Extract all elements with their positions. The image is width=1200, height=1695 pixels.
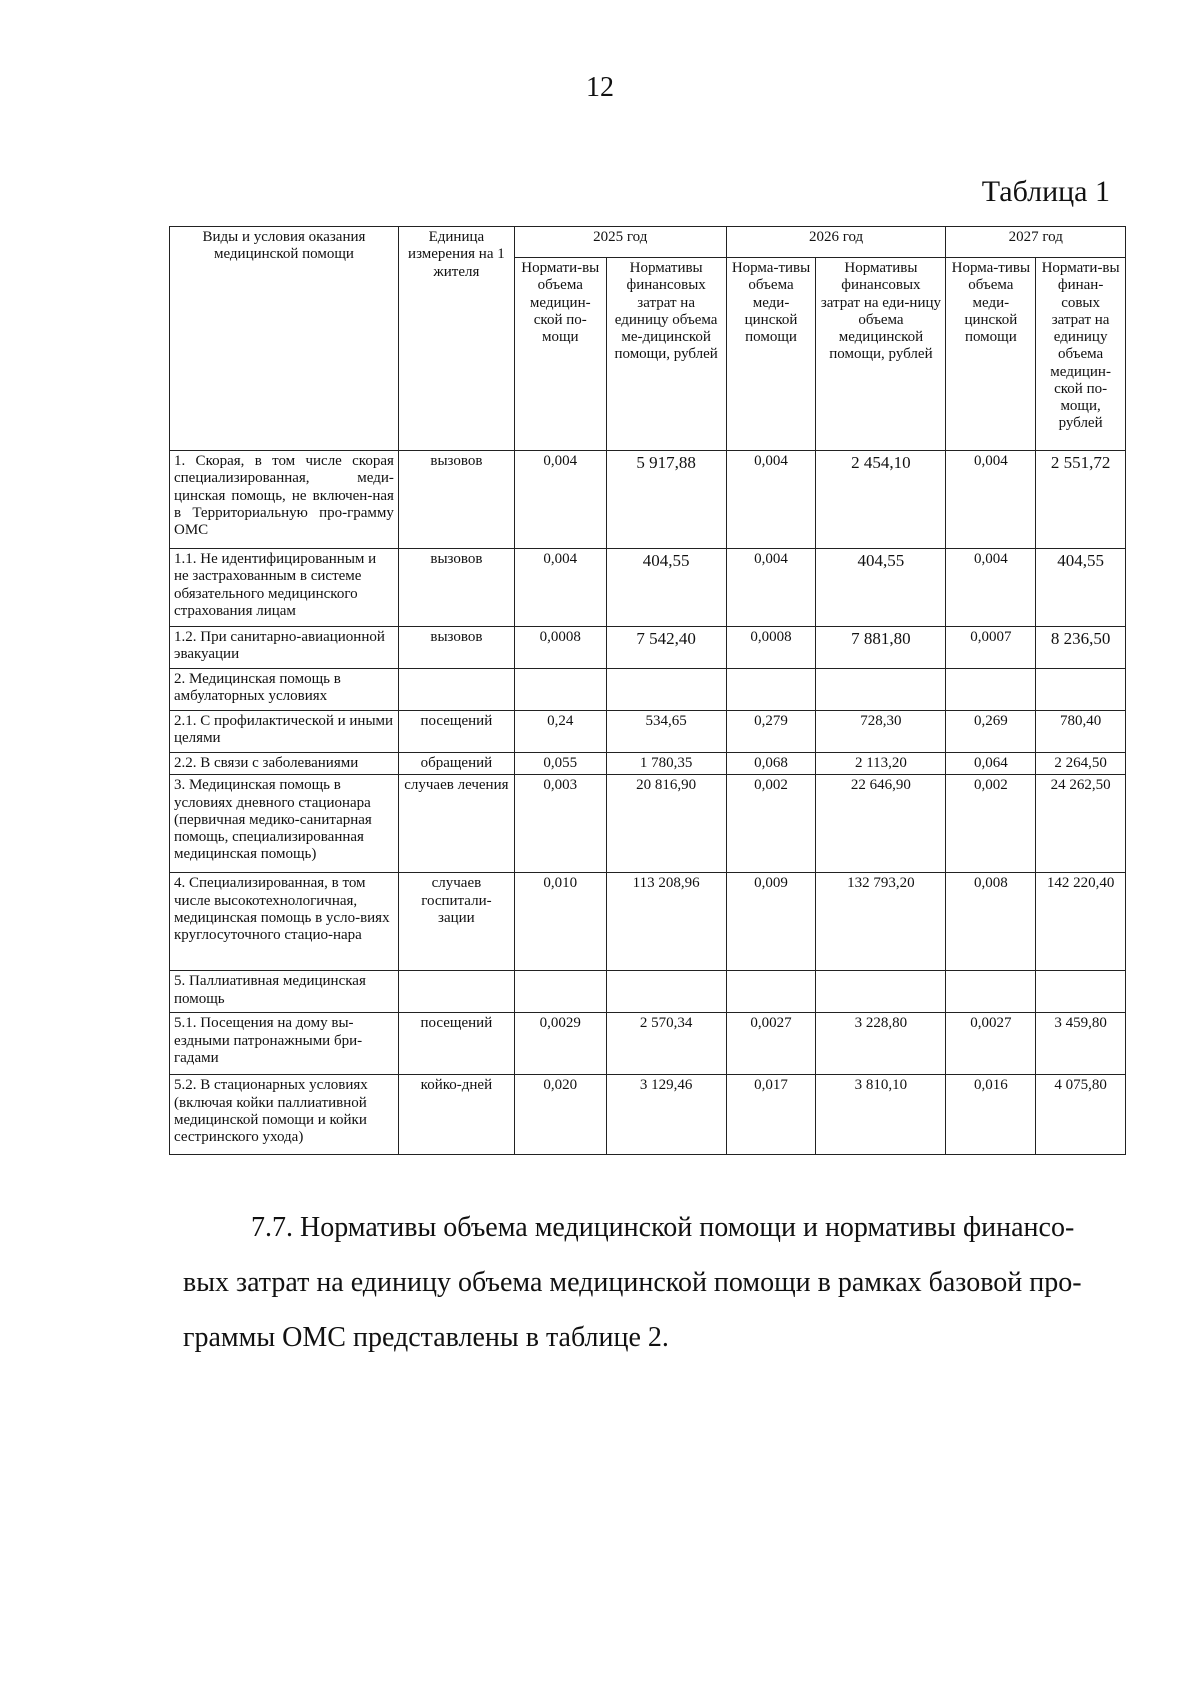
row-finance-2026: 22 646,90	[816, 775, 946, 873]
row-finance-2026: 3 228,80	[816, 1013, 946, 1075]
table-row	[170, 775, 1126, 873]
table-caption: Таблица 1	[981, 175, 1110, 208]
row-volume-2027: 0,0027	[946, 1013, 1036, 1075]
row-finance-2025: 113 208,96	[606, 873, 726, 971]
row-finance-2027: 3 459,80	[1036, 1013, 1126, 1075]
row-finance-2027: 142 220,40	[1036, 873, 1126, 971]
row-unit	[398, 669, 514, 711]
row-name: 2.2. В связи с заболеваниями	[170, 753, 399, 775]
row-volume-2025: 0,020	[514, 1075, 606, 1155]
row-volume-2027: 0,004	[946, 549, 1036, 627]
table-row	[170, 451, 1126, 549]
row-unit: случаев лечения	[398, 775, 514, 873]
row-finance-2027: 780,40	[1036, 711, 1126, 753]
row-finance-2026: 7 881,80	[816, 627, 946, 669]
row-name: 1.1. Не идентифицированным и не застрахованным в системе обязательного медицинского страхования лицам	[170, 549, 399, 627]
row-finance-2027: 404,55	[1036, 549, 1126, 627]
header-unit: Единица измерения на 1 жителя	[398, 227, 514, 451]
row-finance-2027: 24 262,50	[1036, 775, 1126, 873]
row-finance-2025: 7 542,40	[606, 627, 726, 669]
row-finance-2027	[1036, 971, 1126, 1013]
row-unit: обращений	[398, 753, 514, 775]
row-finance-2027: 4 075,80	[1036, 1075, 1126, 1155]
header-finance-2026: Нормативы финансовых затрат на еди-ницу объема медицинской помощи, рублей	[816, 258, 946, 451]
row-volume-2027: 0,064	[946, 753, 1036, 775]
row-volume-2026: 0,004	[726, 549, 816, 627]
row-finance-2025: 20 816,90	[606, 775, 726, 873]
table-row	[170, 873, 1126, 971]
row-volume-2026: 0,0008	[726, 627, 816, 669]
row-volume-2026: 0,002	[726, 775, 816, 873]
header-volume-2027: Норма-тивы объема меди-цинской помощи	[946, 258, 1036, 451]
header-year-2026: 2026 год	[726, 227, 946, 258]
row-volume-2027: 0,0007	[946, 627, 1036, 669]
row-name: 1. Скорая, в том числе скорая специализированная, меди-цинская помощь, не включен-ная в Территориальную про-грамму ОМС	[170, 451, 399, 549]
row-finance-2025: 2 570,34	[606, 1013, 726, 1075]
row-finance-2025: 1 780,35	[606, 753, 726, 775]
row-finance-2025	[606, 971, 726, 1013]
header-volume-2026: Норма-тивы объема меди-цинской помощи	[726, 258, 816, 451]
row-name: 2. Медицинская помощь в амбулаторных условиях	[170, 669, 399, 711]
row-volume-2027	[946, 669, 1036, 711]
row-unit: вызовов	[398, 451, 514, 549]
row-name: 5. Паллиативная медицинская помощь	[170, 971, 399, 1013]
row-volume-2025: 0,004	[514, 451, 606, 549]
row-volume-2025: 0,010	[514, 873, 606, 971]
row-finance-2025: 404,55	[606, 549, 726, 627]
paragraph-line: 7.7. Нормативы объема медицинской помощи и нормативы финансо-	[251, 1212, 1075, 1243]
row-finance-2026: 132 793,20	[816, 873, 946, 971]
row-volume-2027: 0,016	[946, 1075, 1036, 1155]
row-unit: посещений	[398, 711, 514, 753]
row-name: 3. Медицинская помощь в условиях дневного стационара (первичная медико-санитарная помощь, специализированная медицинская помощь)	[170, 775, 399, 873]
row-volume-2025: 0,0008	[514, 627, 606, 669]
row-finance-2026: 3 810,10	[816, 1075, 946, 1155]
row-name: 2.1. С профилактической и иными целями	[170, 711, 399, 753]
row-volume-2027: 0,008	[946, 873, 1036, 971]
row-unit: посещений	[398, 1013, 514, 1075]
row-volume-2027: 0,269	[946, 711, 1036, 753]
row-volume-2026: 0,279	[726, 711, 816, 753]
row-name: 1.2. При санитарно-авиационной эвакуации	[170, 627, 399, 669]
row-finance-2027: 2 551,72	[1036, 451, 1126, 549]
row-volume-2027	[946, 971, 1036, 1013]
row-volume-2026: 0,017	[726, 1075, 816, 1155]
row-finance-2025: 534,65	[606, 711, 726, 753]
table-row	[170, 1075, 1126, 1155]
row-volume-2026	[726, 669, 816, 711]
row-finance-2026	[816, 669, 946, 711]
row-finance-2025: 5 917,88	[606, 451, 726, 549]
row-name: 5.1. Посещения на дому вы-ездными патронажными бри-гадами	[170, 1013, 399, 1075]
row-unit: койко-дней	[398, 1075, 514, 1155]
row-finance-2027: 8 236,50	[1036, 627, 1126, 669]
row-finance-2027: 2 264,50	[1036, 753, 1126, 775]
row-volume-2025	[514, 669, 606, 711]
row-volume-2027: 0,004	[946, 451, 1036, 549]
row-volume-2026	[726, 971, 816, 1013]
row-volume-2025: 0,003	[514, 775, 606, 873]
paragraph-line: граммы ОМС представлены в таблице 2.	[183, 1322, 669, 1353]
row-unit: случаев госпитали-зации	[398, 873, 514, 971]
row-finance-2027	[1036, 669, 1126, 711]
row-volume-2025: 0,0029	[514, 1013, 606, 1075]
header-type: Виды и условия оказания медицинской помощи	[170, 227, 399, 451]
row-finance-2026	[816, 971, 946, 1013]
row-finance-2025	[606, 669, 726, 711]
header-finance-2027: Нормати-вы финан-совых затрат на единицу объема медицин-ской по-мощи, рублей	[1036, 258, 1126, 451]
row-finance-2026: 404,55	[816, 549, 946, 627]
row-unit: вызовов	[398, 627, 514, 669]
row-volume-2025: 0,24	[514, 711, 606, 753]
row-volume-2025: 0,004	[514, 549, 606, 627]
row-volume-2027: 0,002	[946, 775, 1036, 873]
row-finance-2025: 3 129,46	[606, 1075, 726, 1155]
table-row	[170, 971, 1126, 1013]
page-number: 12	[586, 72, 614, 103]
row-unit: вызовов	[398, 549, 514, 627]
body-paragraph	[183, 1200, 1111, 1365]
header-volume-2025: Нормати-вы объема медицин-ской по-мощи	[514, 258, 606, 451]
header-year-2025: 2025 год	[514, 227, 726, 258]
table-row	[170, 1013, 1126, 1075]
table-row	[170, 669, 1126, 711]
row-finance-2026: 2 454,10	[816, 451, 946, 549]
header-year-2027: 2027 год	[946, 227, 1126, 258]
table-row	[170, 549, 1126, 627]
row-volume-2026: 0,004	[726, 451, 816, 549]
table-row	[170, 753, 1126, 775]
row-finance-2026: 728,30	[816, 711, 946, 753]
row-volume-2026: 0,009	[726, 873, 816, 971]
row-name: 4. Специализированная, в том числе высокотехнологичная, медицинская помощь в усло-виях круглосуточного стацио-нара	[170, 873, 399, 971]
norms-table	[169, 226, 1126, 1155]
row-volume-2025: 0,055	[514, 753, 606, 775]
row-volume-2026: 0,068	[726, 753, 816, 775]
table-row	[170, 711, 1126, 753]
table-row	[170, 627, 1126, 669]
row-name: 5.2. В стационарных условиях (включая койки паллиативной медицинской помощи и койки сестринского ухода)	[170, 1075, 399, 1155]
row-volume-2025	[514, 971, 606, 1013]
header-finance-2025: Нормативы финансовых затрат на единицу объема ме-дицинской помощи, рублей	[606, 258, 726, 451]
row-volume-2026: 0,0027	[726, 1013, 816, 1075]
row-unit	[398, 971, 514, 1013]
row-finance-2026: 2 113,20	[816, 753, 946, 775]
paragraph-line: вых затрат на единицу объема медицинской помощи в рамках базовой про-	[183, 1267, 1082, 1298]
